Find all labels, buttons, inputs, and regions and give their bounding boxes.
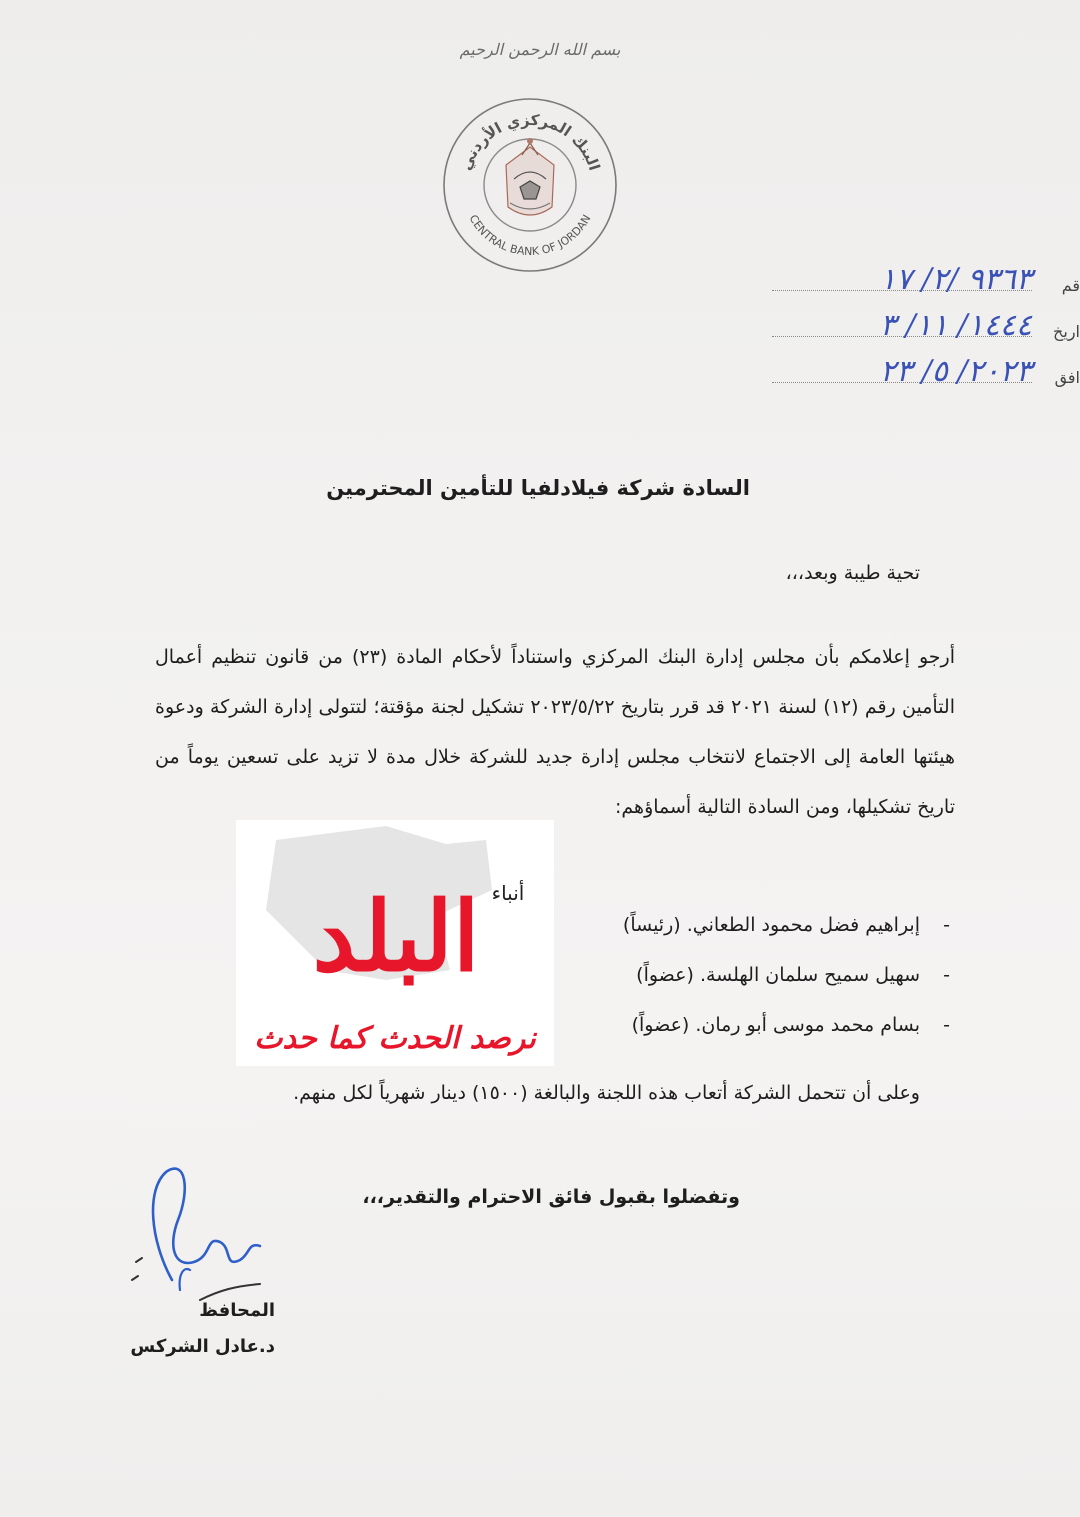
coat-of-arms-icon xyxy=(506,138,554,215)
letter-body: أرجو إعلامكم بأن مجلس إدارة البنك المركزي واستناداً لأحكام المادة (٢٣) من قانون تنظيم أعمال التأمين رقم (١٢) لسنة ٢٠٢١ قد قرر بتاريخ ٢٠٢٣/٥/٢٢ تشكيل لجنة مؤقتة؛ لتتولى إدارة الشركة ودعوة هيئتها العامة إلى الاجتماع لانتخاب مجلس إدارة جديد للشركة خلال مدة لا تزيد على تسعين يوماً من تاريخ تشكيلها، ومن السادة التالية أسماؤهم: xyxy=(155,646,956,818)
svg-text:CENTRAL BANK OF JORDAN xyxy=(467,213,594,259)
signature-icon xyxy=(120,1150,280,1310)
watermark-logo xyxy=(236,820,554,1000)
committee-member: - سهيل سميح سلمان الهلسة. (عضواً) xyxy=(430,950,950,1000)
reference-block xyxy=(720,262,1080,412)
closing-line: وتفضلوا بقبول فائق الاحترام والتقدير،،، xyxy=(362,1186,740,1208)
governor-name: د.عادل الشركس xyxy=(130,1336,275,1357)
gregorian-date-value: ٢٠٢٣/ ٥/ ٢٣ xyxy=(879,354,1032,389)
hijri-date-value: ١٤٤٤/ ١١/ ٣ xyxy=(879,308,1032,343)
gregorian-date-label: افق xyxy=(1054,368,1080,387)
seal-english-text: CENTRAL BANK OF JORDAN xyxy=(466,212,594,259)
addressee: السادة شركة فيلادلفيا للتأمين المحترمين xyxy=(326,476,750,500)
seal-arabic-text: البنك المركزي الأردني xyxy=(456,110,604,173)
reference-number-row xyxy=(720,262,1080,308)
watermark-slogan: نرصد الحدث كما حدث xyxy=(254,1021,536,1056)
watermark-big-word: البلد xyxy=(312,880,480,993)
fee-paragraph: وعلى أن تتحمل الشركة أتعاب هذه اللجنة والبالغة (١٥٠٠) دينار شهرياً لكل منهم. xyxy=(293,1082,920,1104)
hijri-date-label: اريخ xyxy=(1053,322,1080,341)
reference-number-value: ٩٣٦٣ /٢/ ١٧ xyxy=(879,262,1032,297)
news-watermark xyxy=(236,820,554,1066)
committee-member: - بسام محمد موسى أبو رمان. (عضواً) xyxy=(430,1000,950,1050)
central-bank-seal xyxy=(440,95,620,275)
watermark-small-word: أنباء xyxy=(491,881,525,905)
governor-title: المحافظ xyxy=(199,1300,275,1321)
reference-number-label: قم xyxy=(1061,276,1080,295)
greeting: تحية طيبة وبعد،،، xyxy=(785,562,920,584)
committee-member: - إبراهيم فضل محمود الطعاني. (رئيساً) xyxy=(430,900,950,950)
gregorian-date-row xyxy=(720,354,1080,400)
basmala: بسم الله الرحمن الرحيم xyxy=(459,40,621,59)
hijri-date-row xyxy=(720,308,1080,354)
